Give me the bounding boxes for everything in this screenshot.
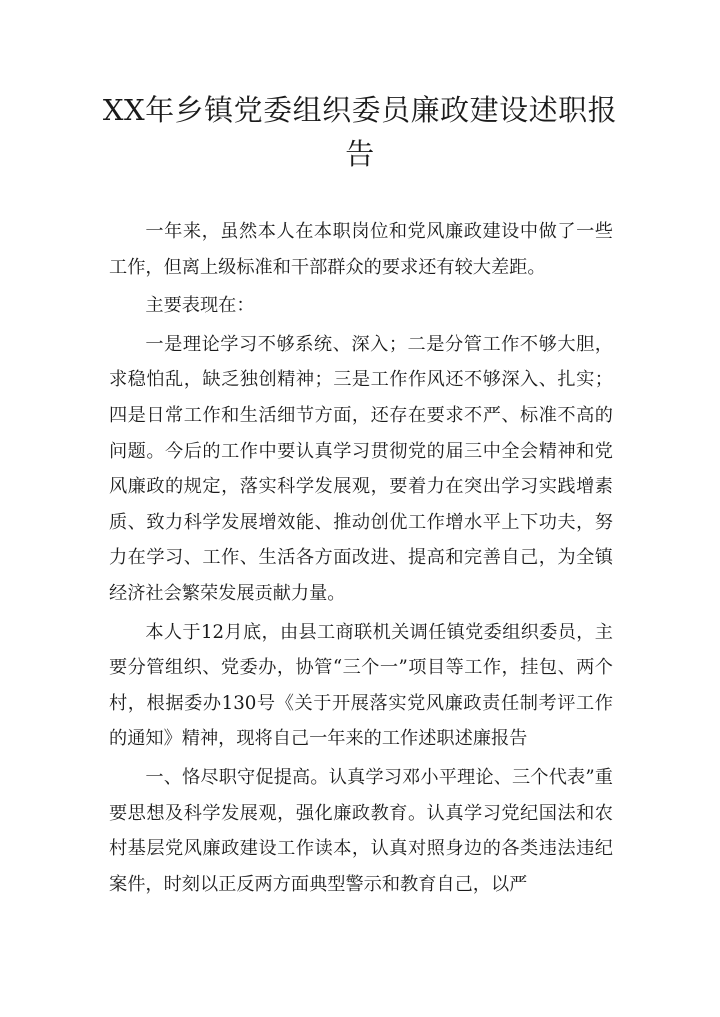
paragraph-section-one: 一、恪尽职守促提高。认真学习邓小平理论、三个代表”重要思想及科学发展观，强化廉政教育。认真学习党纪国法和农村基层党风廉政建设工作读本，认真对照身边的各类违法违纪案件，时刻以正反两方面典型警示和教育自己，以严 (109, 766, 613, 895)
paragraph-intro: 一年来，虽然本人在本职岗位和党风廉政建设中做了一些工作，但离上级标准和干部群众的要求还有较大差距。 (109, 221, 613, 278)
paragraph-problems: 一是理论学习不够系统、深入；二是分管工作不够大胆，求稳怕乱，缺乏独创精神；三是工作作风还不够深入、扎实；四是日常工作和生活细节方面，还存在要求不严、标准不高的问题。今后的工作中要认真学习贯彻党的届三中全会精神和党风廉政的规定，落实科学发展观，要着力在突出学习实践增素质、致力科学发展增效能、推动创优工作增水平上下功夫，努力在学习、工作、生活各方面改进、提高和完善自己，为全镇经济社会繁荣发展贡献力量。 (109, 333, 613, 604)
paragraph-background: 本人于12月底，由县工商联机关调任镇党委组织委员，主要分管组织、党委办，协管“三个一”项目等工作，挂包、两个村，根据委办130号《关于开展落实党风廉政责任制考评工作的通知》精神，现将自己一年来的工作述职述廉报告 (109, 621, 613, 750)
document-title: XX年乡镇党委组织委员廉政建设述职报告 (102, 93, 618, 171)
document-body (109, 214, 613, 905)
paragraph-main-shortcomings: 主要表现在： (145, 295, 255, 317)
